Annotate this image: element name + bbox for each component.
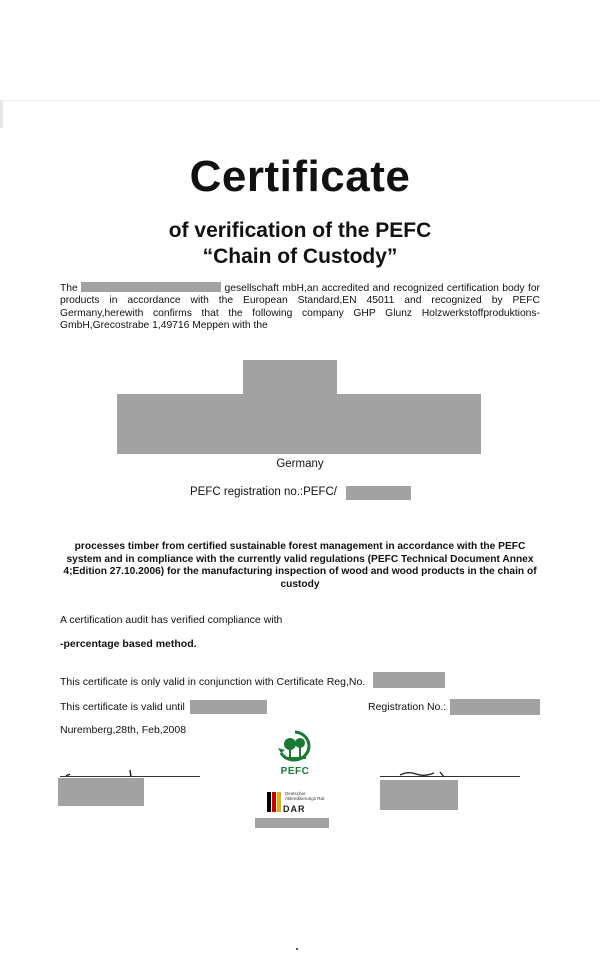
top-blank-area <box>0 0 600 101</box>
intro-text: gesellschaft mbH,an accredited and recognized certification body for products in accordance with the European Standard,EN 45011 and recognized by PEFC Germany,herewith confirms that the following company GHP Glunz Holzwerkstoffproduktions-GmbH,Grecostrabe 1,49716 Meppen with the <box>60 283 540 331</box>
redacted-certificate-reg-no <box>373 672 445 688</box>
signature-stroke-right <box>396 768 456 780</box>
validity-conjunction: This certificate is only valid in conjunction with Certificate Reg,No. <box>60 676 366 688</box>
pefc-logo-label: PEFC <box>280 766 310 777</box>
process-statement: processes timber from certified sustainable forest management in accordance with the PEFC system and in compliance with the currently valid regulations (PEFC Technical Document Annex 4;Edition 27.10.2006) for the manufacturing inspection of wood and wood products in the chain of custody <box>63 541 537 590</box>
place-date: Nuremberg,28th, Feb,2008 <box>60 724 187 736</box>
method-statement: -percentage based method. <box>60 638 197 650</box>
redacted-registration-no <box>450 699 540 715</box>
pefc-registration-label: PEFC registration no.:PEFC/ <box>190 486 337 498</box>
registration-no-label: Registration No.: <box>368 701 447 713</box>
subtitle-line-1: of verification of the PEFC <box>168 219 432 242</box>
page-edge-mark <box>0 100 3 128</box>
dar-accreditation-logo <box>255 789 330 819</box>
redacted-pefc-number <box>346 486 411 500</box>
pefc-logo <box>272 729 318 777</box>
pefc-registration <box>190 486 337 498</box>
dar-label: DAR <box>283 804 306 814</box>
certificate-subtitle <box>0 218 600 270</box>
page-dot <box>296 948 298 950</box>
flag-stripe-red <box>272 792 276 812</box>
flag-stripe-gold <box>277 792 281 812</box>
redacted-signatory-right <box>380 780 458 810</box>
valid-until-label: This certificate is valid until <box>60 701 185 713</box>
audit-statement: A certification audit has verified compliance with <box>60 614 283 626</box>
redacted-certifier-name <box>81 282 221 292</box>
redacted-signatory-left <box>58 778 144 806</box>
redacted-company-block <box>117 394 481 454</box>
subtitle-line-2: “Chain of Custody” <box>202 245 398 268</box>
intro-prefix: The <box>60 283 78 294</box>
pefc-tree-icon <box>272 729 318 763</box>
redacted-logo-block <box>243 360 337 396</box>
intro-paragraph <box>60 282 540 332</box>
certificate-title: Certificate <box>189 152 411 201</box>
dar-org-name: Deutscher Akkreditierungs Rat <box>285 791 325 801</box>
flag-stripe-black <box>267 792 271 812</box>
redacted-accreditation-number <box>255 818 329 828</box>
redacted-valid-until-date <box>190 700 267 714</box>
country-label: Germany <box>276 458 324 470</box>
